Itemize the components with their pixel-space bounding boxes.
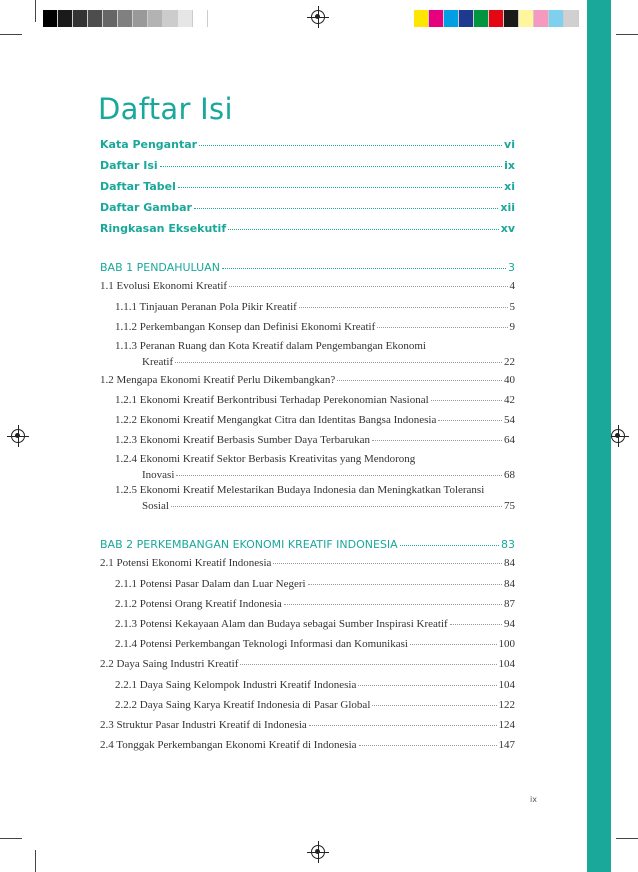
- color-swatch: [474, 10, 489, 27]
- toc-subsection-entry[interactable]: [115, 598, 515, 610]
- toc-entry-label-cont: Kreatif: [142, 356, 174, 368]
- color-swatch: [148, 10, 163, 27]
- toc-subsection-entry[interactable]: [115, 638, 515, 650]
- toc-entry-label: Daftar Gambar: [100, 201, 192, 214]
- color-swatch: [163, 10, 178, 27]
- toc-entry-label: BAB 1 PENDAHULUAN: [100, 261, 220, 274]
- toc-entry-label: 2.2.1 Daya Saing Kelompok Industri Kreatif Indonesia: [115, 679, 357, 691]
- toc-entry-label: 2.3 Struktur Pasar Industri Kreatif di Indonesia: [100, 719, 307, 731]
- gray-swatch-strip: [43, 10, 208, 27]
- toc-entry-page: 100: [498, 638, 515, 650]
- dot-leader: [299, 307, 508, 308]
- toc-entry-page: xii: [500, 201, 515, 214]
- toc-section-entry[interactable]: [100, 374, 515, 386]
- toc-subsection-entry[interactable]: [115, 301, 515, 313]
- crop-mark: [616, 838, 638, 839]
- toc-entry-label: 1.2.2 Ekonomi Kreatif Mengangkat Citra dan Identitas Bangsa Indonesia: [115, 414, 437, 426]
- color-swatch: [193, 10, 208, 27]
- toc-front-matter-entry[interactable]: [100, 201, 515, 214]
- toc-entry-page: 22: [504, 356, 515, 368]
- toc-subsection-entry[interactable]: [115, 699, 515, 711]
- registration-mark-icon: [311, 845, 325, 859]
- toc-entry-page: 104: [498, 658, 515, 670]
- toc-entry-page: 122: [498, 699, 515, 711]
- toc-entry-label: 1.2.4 Ekonomi Kreatif Sektor Berbasis Kreativitas yang Mendorong: [115, 453, 416, 465]
- toc-subsection-entry[interactable]: [115, 434, 515, 446]
- color-swatch: [118, 10, 133, 27]
- dot-leader: [222, 268, 506, 269]
- toc-entry-page: 5: [509, 301, 515, 313]
- dot-leader: [160, 166, 502, 167]
- crop-mark: [0, 34, 22, 35]
- toc-chapter-entry[interactable]: [100, 261, 515, 274]
- dot-leader: [309, 725, 497, 726]
- toc-section-entry[interactable]: [100, 557, 515, 569]
- dot-leader: [178, 187, 502, 188]
- dot-leader: [308, 584, 502, 585]
- toc-subsection-entry[interactable]: [115, 679, 515, 691]
- toc-section-entry[interactable]: [100, 280, 515, 292]
- dot-leader: [194, 208, 498, 209]
- dot-leader: [438, 420, 502, 421]
- color-swatch: [549, 10, 564, 27]
- toc-subsection-entry[interactable]: [115, 340, 515, 368]
- dot-leader: [359, 745, 497, 746]
- toc-entry-page: vi: [504, 138, 515, 151]
- toc-entry-page: 64: [504, 434, 515, 446]
- color-swatch: [429, 10, 444, 27]
- toc-entry-label: 2.1.3 Potensi Kekayaan Alam dan Budaya sebagai Sumber Inspirasi Kreatif: [115, 618, 448, 630]
- crop-mark: [35, 0, 36, 22]
- color-swatch: [504, 10, 519, 27]
- toc-entry-label: 1.1.1 Tinjauan Peranan Pola Pikir Kreatif: [115, 301, 297, 313]
- toc-entry-page: 42: [504, 394, 515, 406]
- toc-entry-label-cont: Inovasi: [142, 469, 175, 481]
- registration-mark-icon: [311, 10, 325, 24]
- crop-mark: [0, 838, 22, 839]
- color-swatch: [178, 10, 193, 27]
- color-swatch: [444, 10, 459, 27]
- toc-entry-page: 9: [509, 321, 515, 333]
- dot-leader: [228, 229, 499, 230]
- dot-leader: [450, 624, 502, 625]
- toc-section-entry[interactable]: [100, 739, 515, 751]
- color-swatch: [88, 10, 103, 27]
- registration-mark-icon: [11, 429, 25, 443]
- crop-mark: [35, 850, 36, 872]
- color-swatch: [459, 10, 474, 27]
- toc-entry-label: 1.2.1 Ekonomi Kreatif Berkontribusi Terhadap Perekonomian Nasional: [115, 394, 429, 406]
- toc-subsection-entry[interactable]: [115, 578, 515, 590]
- toc-entry-label: BAB 2 PERKEMBANGAN EKONOMI KREATIF INDONESIA: [100, 538, 398, 551]
- toc-front-matter-entry[interactable]: [100, 138, 515, 151]
- toc-entry-label-cont: Sosial: [142, 500, 169, 512]
- toc-front-matter-entry[interactable]: [100, 180, 515, 193]
- dot-leader: [377, 327, 507, 328]
- toc-front-matter-entry[interactable]: [100, 159, 515, 172]
- dot-leader: [410, 644, 497, 645]
- toc-entry-page: 94: [504, 618, 515, 630]
- toc-entry-label: 1.2.5 Ekonomi Kreatif Melestarikan Budaya Indonesia dan Meningkatkan Toleransi: [115, 484, 485, 496]
- color-swatch-strip: [414, 10, 579, 27]
- toc-entry-page: xv: [500, 222, 515, 235]
- registration-mark-icon: [611, 429, 625, 443]
- dot-leader: [372, 440, 502, 441]
- toc-subsection-entry[interactable]: [115, 414, 515, 426]
- toc-entry-page: 54: [504, 414, 515, 426]
- toc-entry-page: xi: [504, 180, 515, 193]
- toc-entry-page: 104: [498, 679, 515, 691]
- toc-entry-page: 83: [501, 538, 515, 551]
- dot-leader: [400, 545, 499, 546]
- toc-entry-page: 75: [504, 500, 515, 512]
- toc-subsection-entry[interactable]: [115, 453, 515, 481]
- dot-leader: [358, 685, 496, 686]
- color-swatch: [414, 10, 429, 27]
- color-swatch: [73, 10, 88, 27]
- toc-entry-label: 2.2 Daya Saing Industri Kreatif: [100, 658, 239, 670]
- toc-entry-label: 2.1.4 Potensi Perkembangan Teknologi Informasi dan Komunikasi: [115, 638, 408, 650]
- toc-entry-label: Daftar Tabel: [100, 180, 176, 193]
- dot-leader: [229, 286, 507, 287]
- toc-subsection-entry[interactable]: [115, 394, 515, 406]
- toc-subsection-entry[interactable]: [115, 618, 515, 630]
- toc-entry-label: 2.2.2 Daya Saing Karya Kreatif Indonesia di Pasar Global: [115, 699, 371, 711]
- toc-section-entry[interactable]: [100, 719, 515, 731]
- toc-entry-page: 147: [498, 739, 515, 751]
- toc-entry-label: Kata Pengantar: [100, 138, 198, 151]
- toc-entry-page: 87: [504, 598, 515, 610]
- toc-entry-label: 2.1 Potensi Ekonomi Kreatif Indonesia: [100, 557, 272, 569]
- toc-entry-page: 84: [504, 578, 515, 590]
- color-swatch: [519, 10, 534, 27]
- color-swatch: [564, 10, 579, 27]
- toc-entry-label: 1.1.2 Perkembangan Konsep dan Definisi Ekonomi Kreatif: [115, 321, 376, 333]
- toc-entry-label: 2.4 Tonggak Perkembangan Ekonomi Kreatif di Indonesia: [100, 739, 357, 751]
- toc-subsection-entry[interactable]: [115, 484, 515, 512]
- color-swatch: [58, 10, 73, 27]
- toc-entry-label: 2.1.2 Potensi Orang Kreatif Indonesia: [115, 598, 282, 610]
- crop-mark: [616, 34, 638, 35]
- toc-entry-page: 84: [504, 557, 515, 569]
- side-color-bar: [587, 0, 611, 872]
- dot-leader: [199, 145, 502, 146]
- toc-entry-label: 1.2 Mengapa Ekonomi Kreatif Perlu Dikembangkan?: [100, 374, 336, 386]
- toc-chapter-entry[interactable]: [100, 538, 515, 551]
- toc-entry-label: 1.1 Evolusi Ekonomi Kreatif: [100, 280, 228, 292]
- color-swatch: [534, 10, 549, 27]
- dot-leader: [273, 563, 502, 564]
- toc-section-entry[interactable]: [100, 658, 515, 670]
- toc-entry-label: Ringkasan Eksekutif: [100, 222, 227, 235]
- dot-leader: [431, 400, 502, 401]
- page-number: ix: [530, 795, 537, 804]
- color-swatch: [43, 10, 58, 27]
- toc-entry-page: 68: [504, 469, 515, 481]
- toc-entry-page: 124: [498, 719, 515, 731]
- dot-leader: [284, 604, 502, 605]
- color-swatch: [133, 10, 148, 27]
- color-swatch: [103, 10, 118, 27]
- toc-front-matter-entry[interactable]: [100, 222, 515, 235]
- page-title: Daftar Isi: [98, 92, 233, 126]
- toc-subsection-entry[interactable]: [115, 321, 515, 333]
- color-swatch: [489, 10, 504, 27]
- dot-leader: [175, 362, 502, 363]
- toc-entry-page: ix: [504, 159, 515, 172]
- toc-entry-label: 1.2.3 Ekonomi Kreatif Berbasis Sumber Daya Terbarukan: [115, 434, 371, 446]
- toc-entry-page: 40: [504, 374, 515, 386]
- dot-leader: [171, 506, 502, 507]
- toc-entry-label: 2.1.1 Potensi Pasar Dalam dan Luar Negeri: [115, 578, 306, 590]
- toc-entry-label: Daftar Isi: [100, 159, 158, 172]
- toc-entry-page: 4: [509, 280, 515, 292]
- dot-leader: [240, 664, 496, 665]
- dot-leader: [176, 475, 502, 476]
- dot-leader: [372, 705, 496, 706]
- dot-leader: [337, 380, 502, 381]
- toc-entry-label: 1.1.3 Peranan Ruang dan Kota Kreatif dalam Pengembangan Ekonomi: [115, 340, 426, 352]
- toc-entry-page: 3: [508, 261, 515, 274]
